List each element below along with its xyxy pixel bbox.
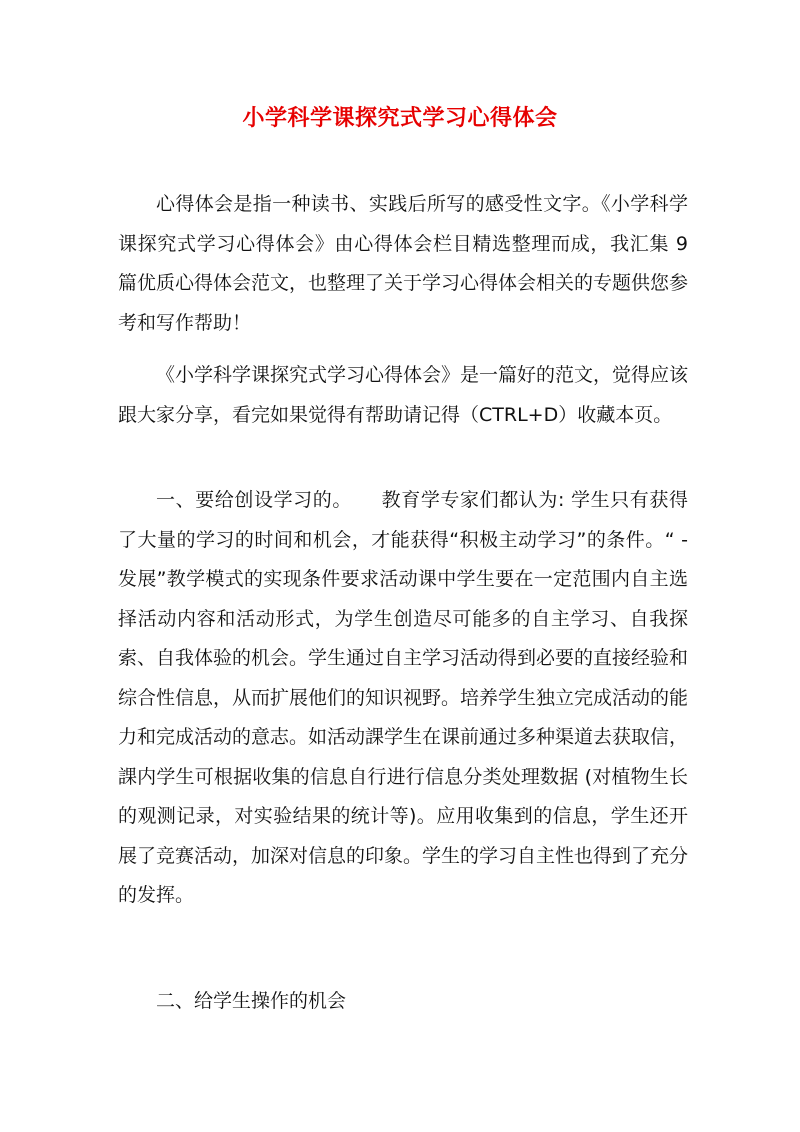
section-one-paragraph: 一、要给创设学习的。 教育学专家们都认为: 学生只有获得了大量的学习的时间和机会，才能获得“积极主动学习”的条件。“ - 发展”教学模式的实现条件要求活动课中学生要在一定范围内自主选择活动内容和活动形式，为学生创造尽可能多的自主学习、自我探索、自我体验的机会。学生通过自主学习活动得到必要的直接经验和综合性信息，从而扩展他们的知识视野。培养学生独立完成活动的能力和完成活动的意志。如活动課学生在课前通过多种渠道去获取信，課内学生可根据收集的信息自行进行信息分类处理数据 (对植物生长的观测记录，对实验结果的统计等)。应用收集到的信息，学生还开展了竞赛活动，加深对信息的印象。学生的学习自主性也得到了充分的发挥。 [118,489,689,906]
section-two-heading: 二、给学生操作的机会 [156,990,347,1012]
intro-paragraph: 心得体会是指一种读书、实践后所写的感受性文字。《小学科学课探究式学习心得体会》由心得体会栏目精选整理而成，我汇集 9 篇优质心得体会范文，也整理了关于学习心得体会相关的专题供您参考和写作帮助！ [118,193,689,334]
share-paragraph: 《小学科学课探究式学习心得体会》是一篇好的范文，觉得应该跟大家分享，看完如果觉得有帮助请记得（CTRL+D）收藏本页。 [118,364,689,426]
document-title: 小学科学课探究式学习心得体会 [242,106,558,131]
